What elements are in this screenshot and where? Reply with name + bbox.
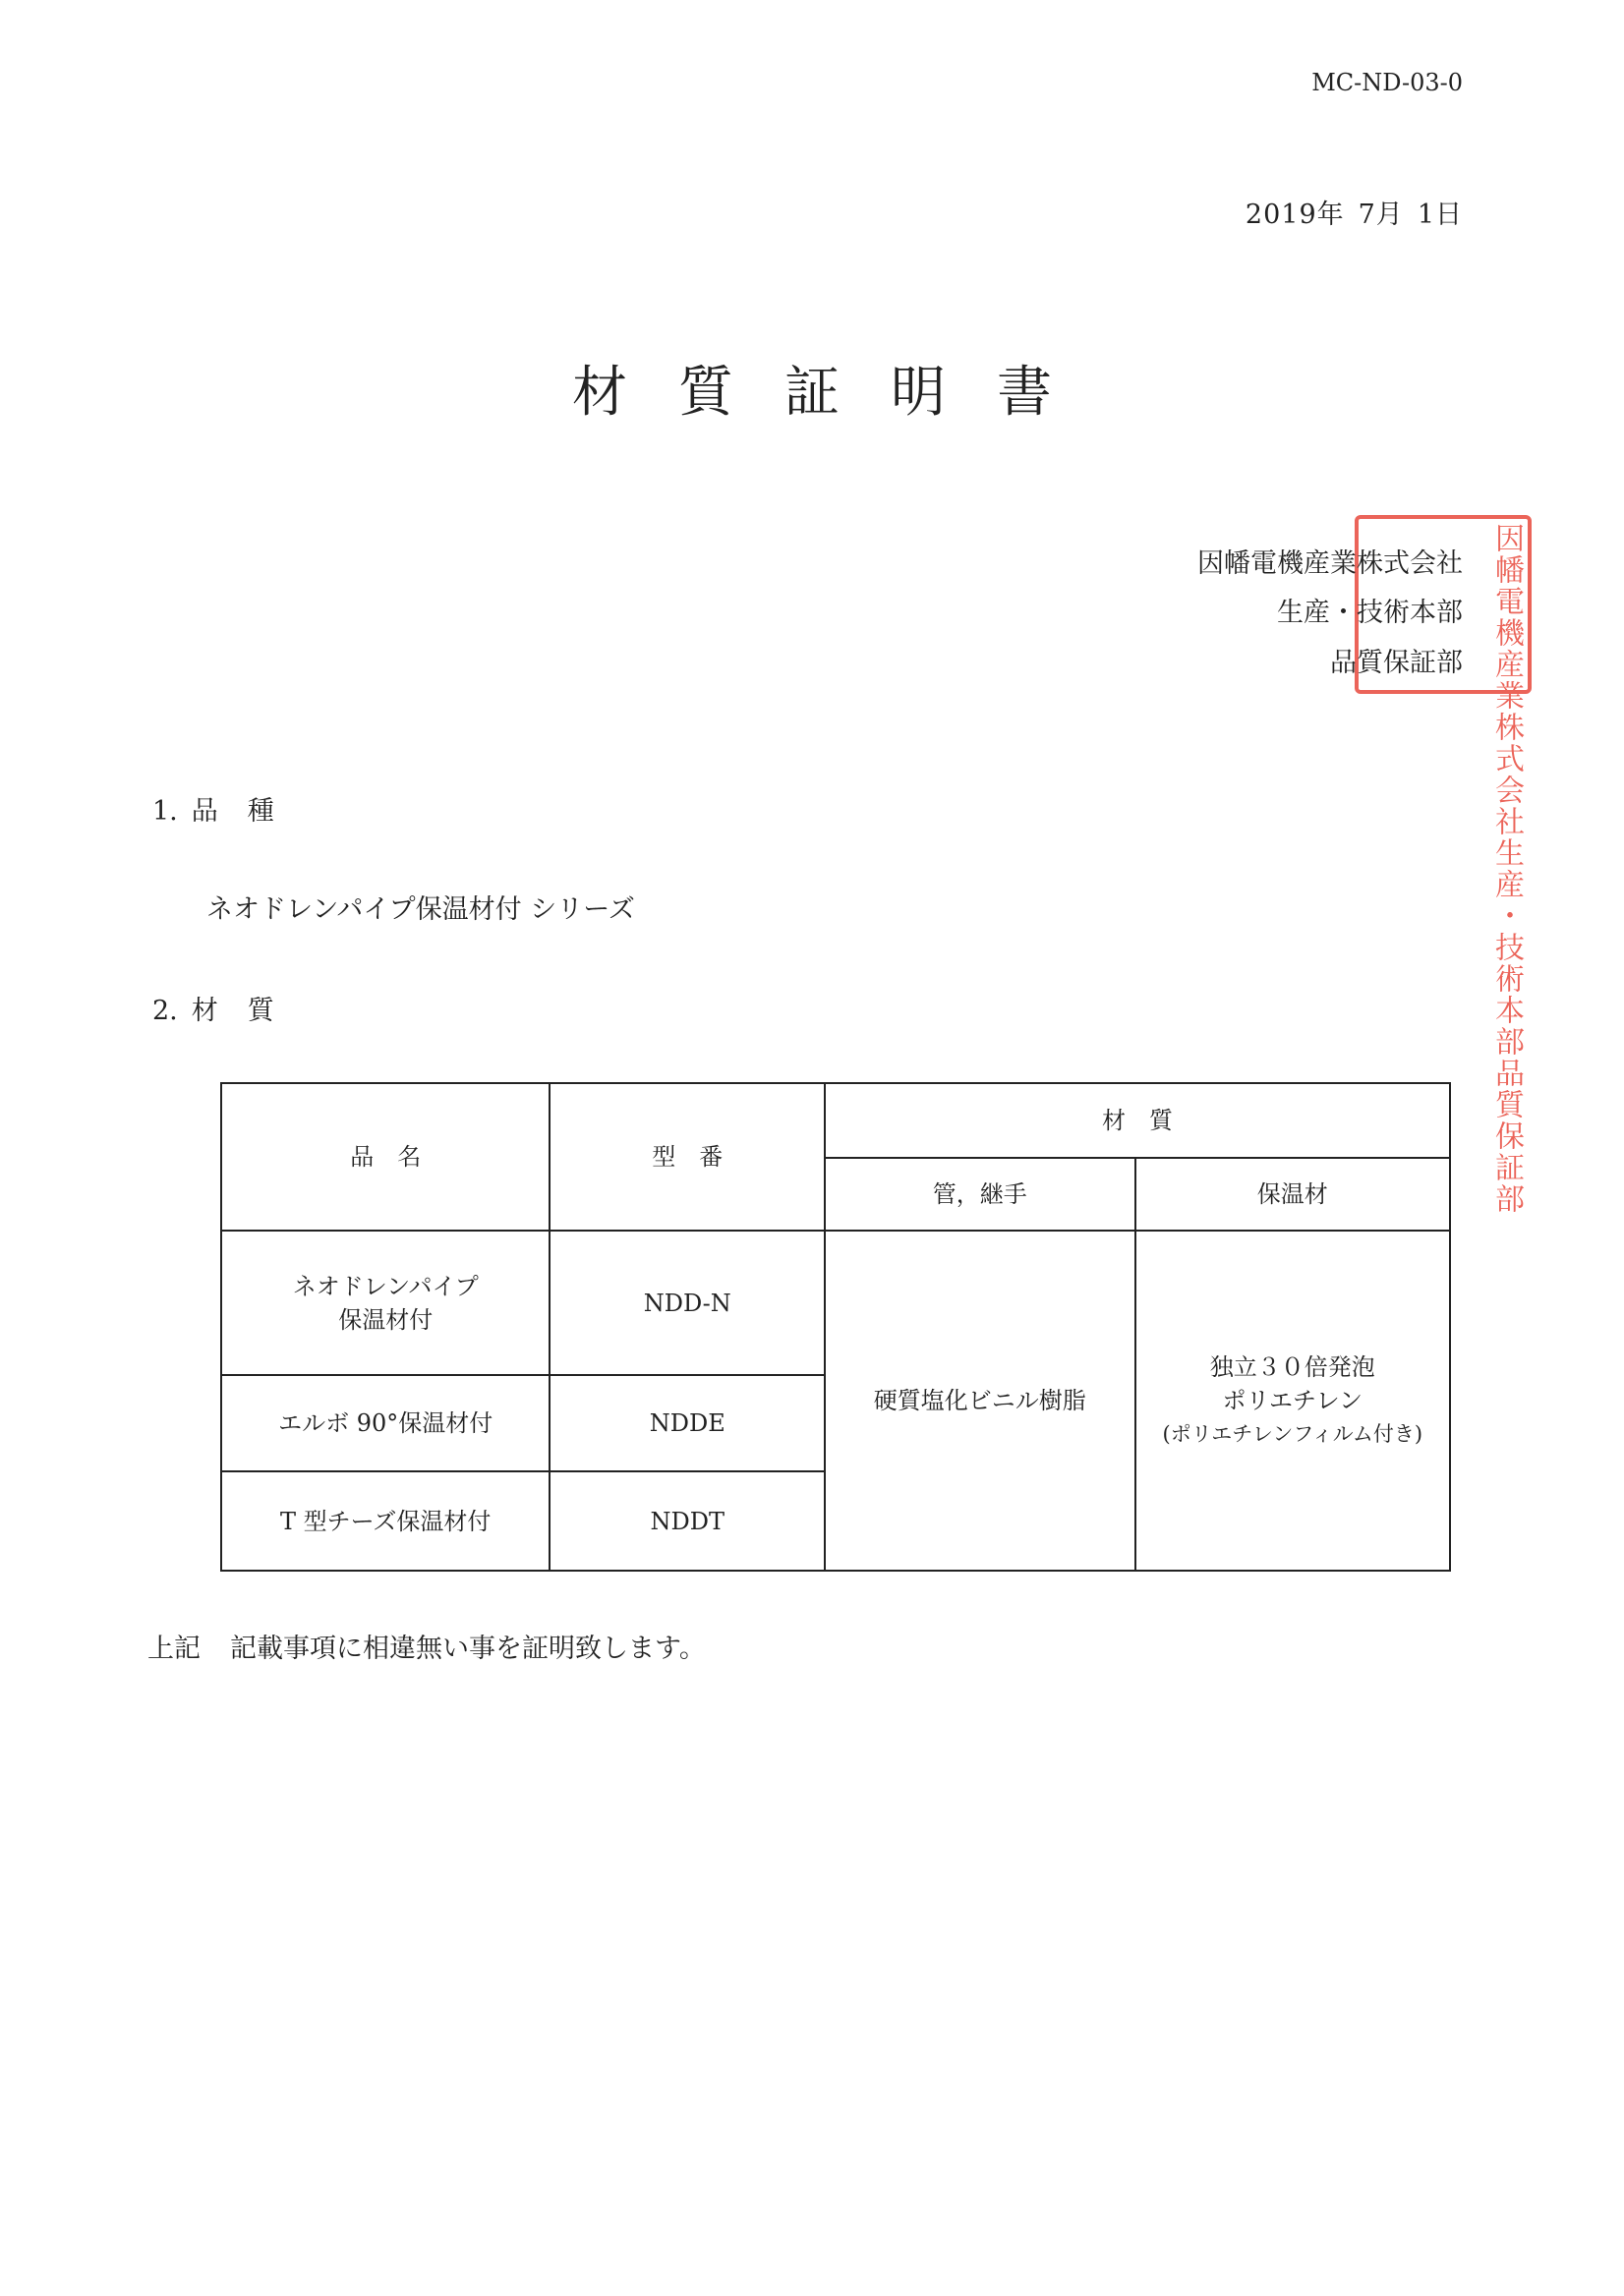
closing-lead: 上記 [147, 1634, 201, 1664]
date-year: 2019年 [1245, 200, 1345, 230]
section-label: 材質 [191, 996, 304, 1026]
document-title: 材質証明書 [572, 361, 1103, 425]
insulation-material-cell [1135, 1231, 1450, 1571]
header-model: 型 番 [550, 1083, 825, 1231]
product-series: ネオドレンパイプ保温材付 シリーズ [206, 894, 635, 925]
header-pipe-fitting: 管，継手 [825, 1158, 1134, 1231]
section-2-heading [152, 989, 304, 1027]
certification-statement [147, 1627, 706, 1665]
section-1-heading [152, 789, 304, 828]
model-cell: NDDT [550, 1471, 825, 1571]
section-number: 2. [152, 996, 178, 1026]
product-name-line: ネオドレンパイプ [292, 1272, 479, 1300]
document-number: MC-ND-03-0 [1311, 69, 1463, 96]
product-name-cell: エルボ 90°保温材付 [221, 1375, 550, 1471]
issuer-company: 因幡電機産業株式会社 [1197, 548, 1463, 579]
company-seal-stamp: 因幡電機産業株式会社生産・技術本部品質保証部 [1355, 515, 1532, 694]
header-insulation: 保温材 [1135, 1158, 1450, 1231]
closing-text: 記載事項に相違無い事を証明致します。 [230, 1634, 706, 1664]
issue-date [1232, 193, 1463, 231]
issuer-division: 生産・技術本部 [1277, 598, 1463, 628]
product-name-cell: T 型チーズ保温材付 [221, 1471, 550, 1571]
model-cell: NDDE [550, 1375, 825, 1471]
header-material: 材 質 [825, 1083, 1450, 1158]
insulation-line: 独立３０倍発泡 [1209, 1353, 1375, 1381]
material-table [220, 1082, 1451, 1572]
insulation-line: ポリエチレン [1222, 1387, 1363, 1414]
pipe-material-cell: 硬質塩化ビニル樹脂 [825, 1231, 1134, 1571]
insulation-line: (ポリエチレンフィルム付き) [1162, 1422, 1423, 1446]
product-name-cell [221, 1231, 550, 1375]
date-month: 7月 [1358, 200, 1404, 230]
model-cell: NDD-N [550, 1231, 825, 1375]
product-name-line: 保温材付 [338, 1305, 434, 1334]
table-row [221, 1231, 1450, 1375]
section-number: 1. [152, 796, 178, 827]
header-product-name: 品 名 [221, 1083, 550, 1231]
date-day: 1日 [1417, 200, 1463, 230]
section-label: 品種 [191, 796, 304, 827]
issuer-department: 品質保証部 [1330, 648, 1463, 678]
